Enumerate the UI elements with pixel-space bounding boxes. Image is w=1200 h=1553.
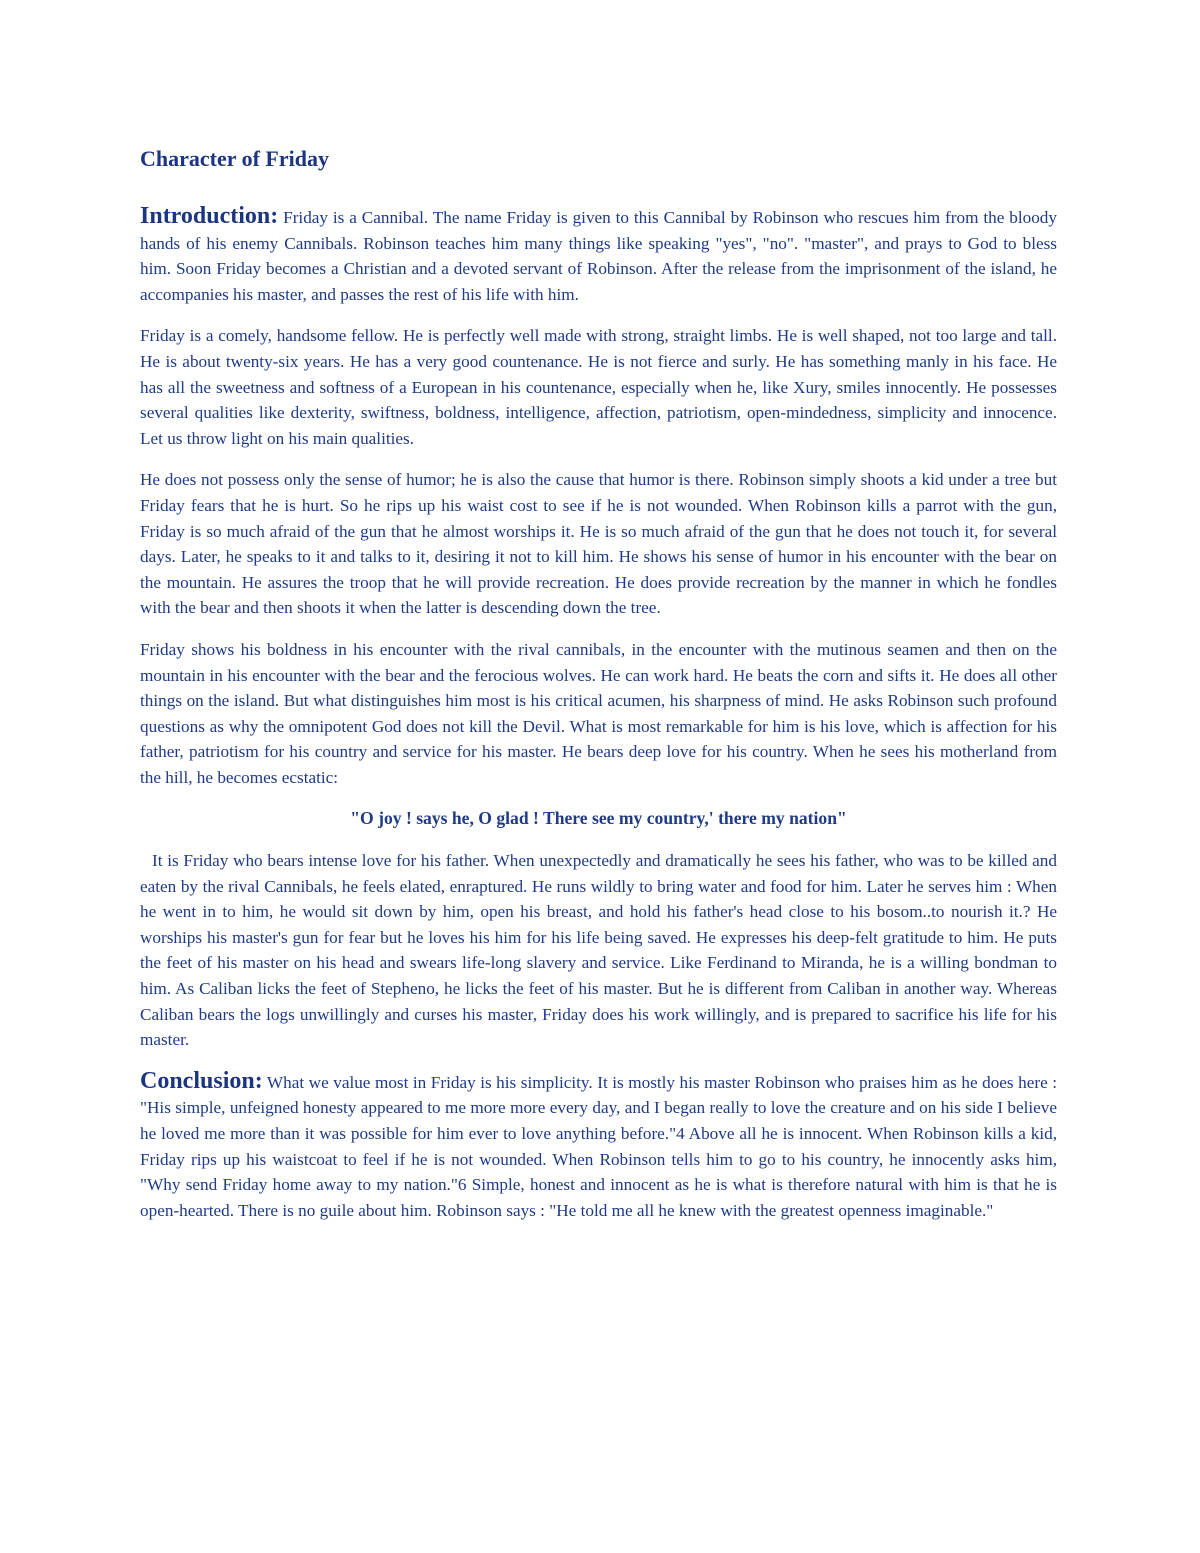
introduction-paragraph: [140, 204, 1057, 307]
introduction-text: Friday is a Cannibal. The name Friday is given to this Cannibal by Robinson who rescues him from the bloody hands of his enemy Cannibals. Robinson teaches him many things like speaking "yes", "no". "master", and prays to God to bless him. Soon Friday becomes a Christian and a devoted servant of Robinson. After the release from the imprisonment of the island, he accompanies his master, and passes the rest of his life with him.: [140, 208, 1057, 304]
body-paragraph-appearance: Friday is a comely, handsome fellow. He is perfectly well made with strong, straight limbs. He is well shaped, not too large and tall. He is about twenty-six years. He has a very good countenance. He is not fierce and surly. He has something manly in his face. He has all the sweetness and softness of a European in his countenance, especially when he, like Xury, smiles innocently. He possesses several qualities like dexterity, swiftness, boldness, intelligence, affection, patriotism, open-mindedness, simplicity and innocence. Let us throw light on his main qualities.: [140, 326, 1057, 448]
body-paragraph-boldness: Friday shows his boldness in his encounter with the rival cannibals, in the encounter with the mutinous seamen and then on the mountain in his encounter with the bear and the ferocious wolves. He can work hard. He beats the corn and sifts it. He does all other things on the island. But what distinguishes him most is his critical acumen, his sharpness of mind. He asks Robinson such profound questions as why the omnipotent God does not kill the Devil. What is most remarkable for him is his love, which is affection for his father, patriotism for his country and service for his master. He bears deep love for his country. When he sees his motherland from the hill, he becomes ecstatic:: [140, 639, 1057, 787]
page-title: Character of Friday: [140, 146, 329, 171]
introduction-heading: Introduction:: [140, 203, 279, 229]
body-paragraph-humor: He does not possess only the sense of humor; he is also the cause that humor is there. Robinson simply shoots a kid under a tree but Friday fears that he is hurt. So he rips up his waist cost to see if he is not wounded. When Robinson kills a parrot with the gun, Friday is so much afraid of the gun that he almost worships it. He is so much afraid of the gun that he does not touch it, for several days. Later, he speaks to it and talks to it, desiring it not to kill him. He shows his sense of humor in his encounter with the bear on the mountain. He assures the troop that he will provide recreation. He does provide recreation by the manner in which he fondles with the bear and then shoots it when the latter is descending down the tree.: [140, 470, 1057, 618]
conclusion-heading: Conclusion:: [140, 1067, 263, 1094]
conclusion-text: What we value most in Friday is his simplicity. It is mostly his master Robinson who praises him as he does here : "His simple, unfeigned honesty appeared to me more more every day, and I began really to love the creature and on his side I believe he loved me more than it was possible for him ever to love anything before."4 Above all he is innocent. When Robinson kills a kid, Friday rips up his waistcoat to feel if he is not wounded. When Robinson tells him to go to his country, he innocently asks him, "Why send Friday home away to my nation."6 Simple, honest and innocent as he is what is therefore natural with him is that he is open-hearted. There is no guile about him. Robinson says : "He told me all he knew with the greatest openness imaginable.": [140, 1072, 1057, 1220]
block-quote: "O joy ! says he, O glad ! There see my country,' there my nation": [350, 808, 847, 829]
body-paragraph-father: It is Friday who bears intense love for his father. When unexpectedly and dramatically he sees his father, who was to be killed and eaten by the rival Cannibals, he feels elated, enraptured. He runs wildly to bring water and food for him. Later he serves him : When he went in to him, he would sit down by him, open his breast, and hold his father's head close to his bosom..to nourish it.? He worships his master's gun for fear but he loves his him for his life being saved. He expresses his deep-felt gratitude to him. He puts the feet of his master on his head and swears life-long slavery and service. Like Ferdinand to Miranda, he is a willing bondman to him. As Caliban licks the feet of Stepheno, he licks the feet of his master. But he is different from Caliban in another way. Whereas Caliban bears the logs unwillingly and curses his master, Friday does his work willingly, and is prepared to sacrifice his life for his master.: [140, 851, 1057, 1050]
conclusion-paragraph: [140, 1069, 1057, 1224]
document-page: [140, 140, 1057, 1223]
